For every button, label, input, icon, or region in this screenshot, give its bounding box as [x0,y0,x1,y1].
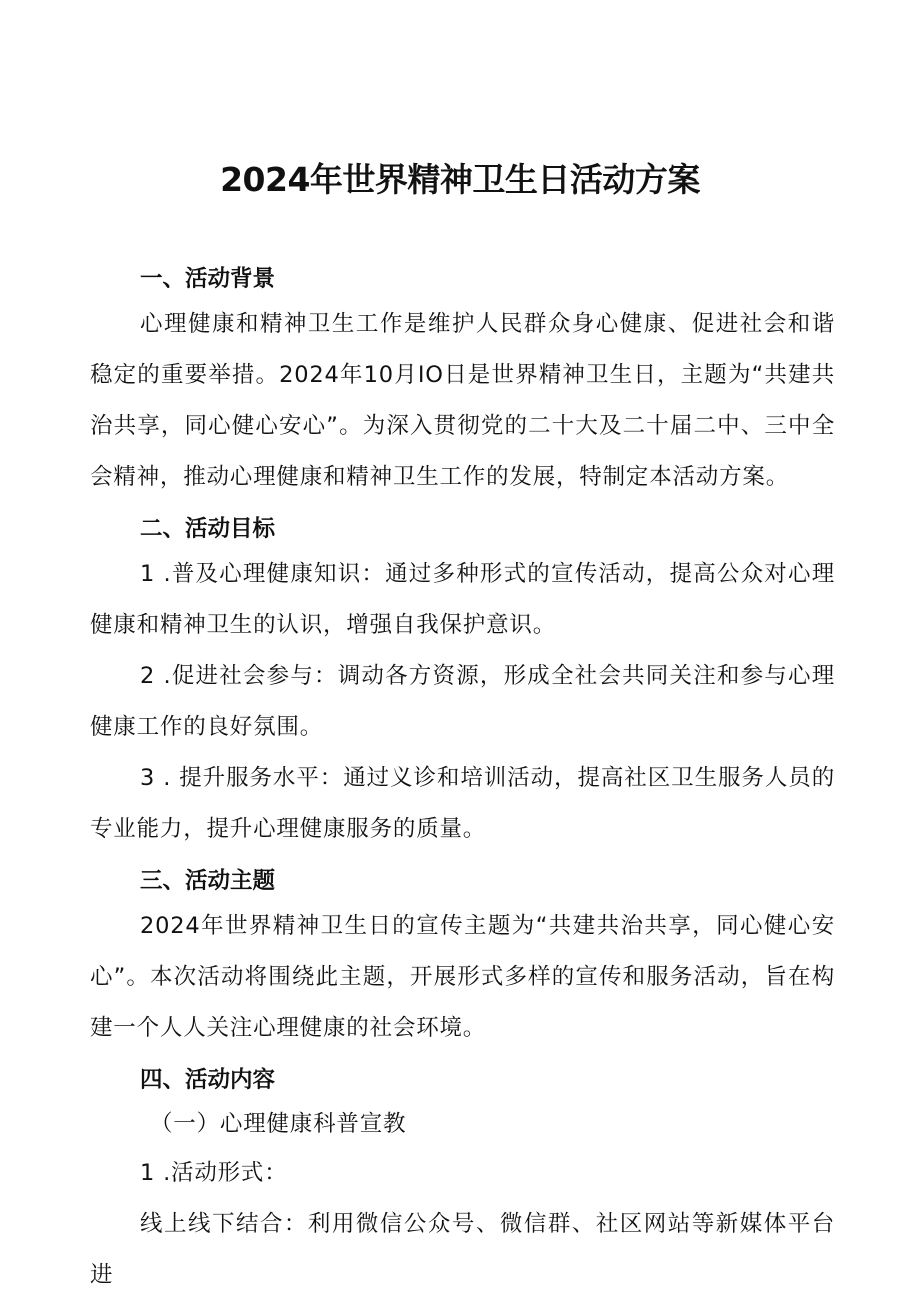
body-paragraph: 2 .促进社会参与：调动各方资源，形成全社会共同关注和参与心理健康工作的良好氛围。 [90,663,835,740]
body-paragraph: 2024年世界精神卫生日的宣传主题为“共建共治共享，同心健心安心”。本次活动将围绕此主题，开展形式多样的宣传和服务活动，旨在构建一个人人关注心理健康的社会环境。 [90,913,835,1041]
section-heading: 一、活动背景 [140,266,276,292]
body-paragraph: 心理健康和精神卫生工作是维护人民群众身心健康、促进社会和谐稳定的重要举措。2024年10月IO日是世界精神卫生日，主题为“共建共治共享，同心健心安心”。为深入贯彻党的二十大及二十届二中、三中全会精神，推动心理健康和精神卫生工作的发展，特制定本活动方案。 [90,311,835,490]
section-heading: 三、活动主题 [140,868,276,894]
body-paragraph: 1 .普及心理健康知识：通过多种形式的宣传活动，提高公众对心理健康和精神卫生的认识，增强自我保护意识。 [90,561,835,638]
section-heading: 二、活动目标 [140,516,276,542]
subsection-heading: （一）心理健康科普宣教 [150,1111,407,1137]
body-paragraph: 1 .活动形式： [140,1160,288,1186]
body-paragraph: 3 . 提升服务水平：通过义诊和培训活动，提高社区卫生服务人员的专业能力，提升心理健康服务的质量。 [90,765,835,842]
document-body [90,259,835,1301]
body-paragraph: 线上线下结合：利用微信公众号、微信群、社区网站等新媒体平台进 [90,1211,835,1288]
document-title: 2024年世界精神卫生日活动方案 [220,160,700,199]
section-heading: 四、活动内容 [140,1067,276,1093]
